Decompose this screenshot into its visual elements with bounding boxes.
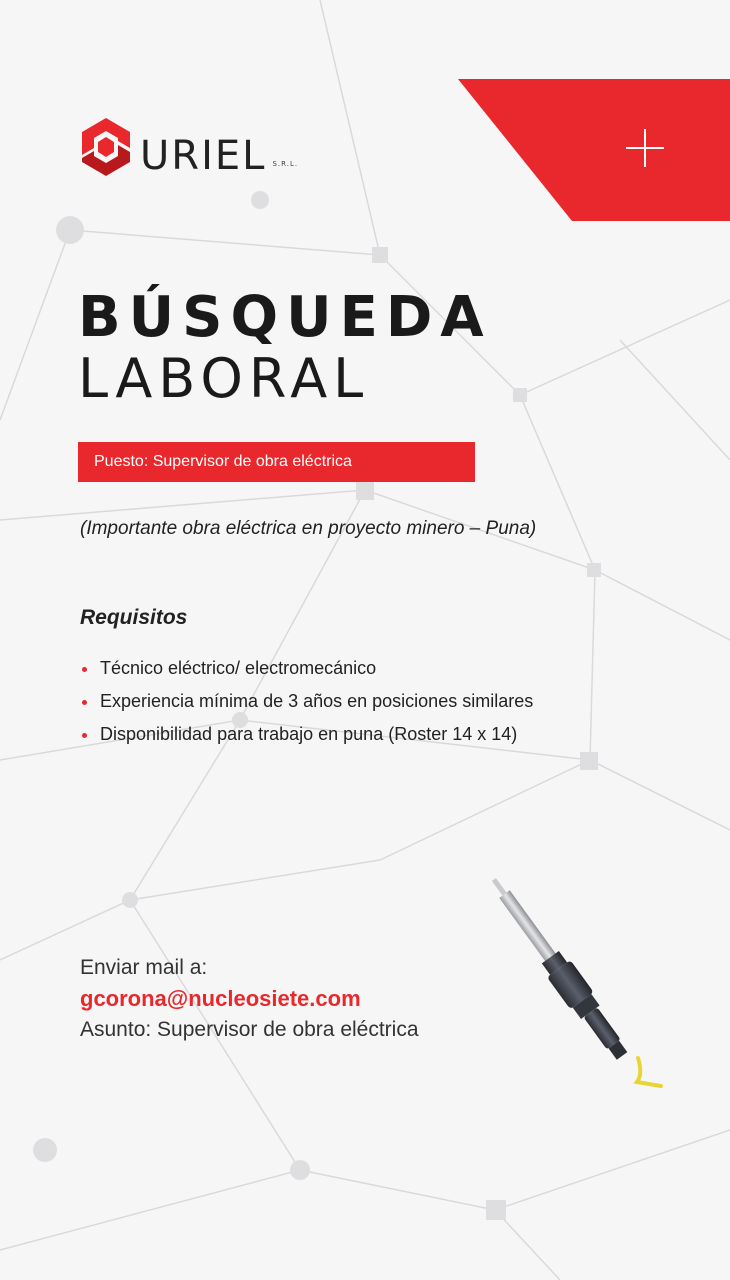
contact-email-link[interactable]: gcorona@nucleosiete.com xyxy=(80,986,361,1011)
position-label: Puesto: Supervisor de obra eléctrica xyxy=(78,442,475,482)
headline-line2: LABORAL xyxy=(78,347,370,410)
requirements-heading: Requisitos xyxy=(80,606,188,629)
brand-name: URIEL xyxy=(140,133,267,179)
brand-suffix: S.R.L. xyxy=(272,160,299,168)
contact-subject: Asunto: Supervisor de obra eléctrica xyxy=(80,1018,419,1041)
uriel-logo-icon xyxy=(78,118,134,176)
plus-icon xyxy=(624,127,666,169)
list-item: Disponibilidad para trabajo en puna (Roster 14 x 14) xyxy=(80,718,533,751)
requirements-list xyxy=(80,652,533,751)
brand-logo xyxy=(78,118,299,179)
list-item: Técnico eléctrico/ electromecánico xyxy=(80,652,533,685)
contact-block xyxy=(80,952,480,1045)
contact-label: Enviar mail a: xyxy=(80,956,208,979)
list-item: Experiencia mínima de 3 años en posiciones similares xyxy=(80,685,533,718)
headline-line1: BÚSQUEDA xyxy=(78,285,492,350)
soldering-iron-icon xyxy=(455,860,685,1100)
project-subtitle: (Importante obra eléctrica en proyecto minero – Puna) xyxy=(80,518,537,539)
